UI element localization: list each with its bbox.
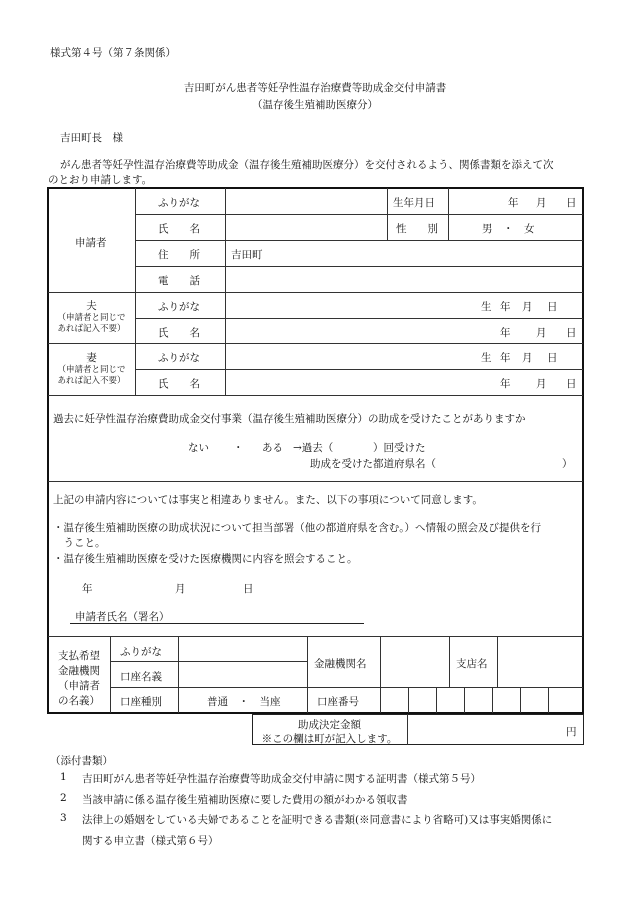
form-subtitle: （温存後生殖補助医療分）: [252, 99, 378, 111]
attachments-header: （添付書類）: [50, 755, 113, 767]
wife-month: 月: [536, 378, 547, 390]
signature-field[interactable]: [180, 604, 364, 622]
consent-date-year: 年: [82, 583, 93, 595]
consent-statement: 上記の申請内容については事実と相違ありません。また、以下の事項について同意します。: [53, 494, 483, 506]
applicant-dob-month: 月: [536, 197, 547, 209]
bank-account-number-label: 口座番号: [317, 696, 359, 708]
wife-note-line1: （申請者と同じで: [57, 365, 126, 375]
consent-item1-line1: ・温存後生殖補助医療の助成状況について担当部署（他の都道府県を含む。）へ情報の照会及び提供を行: [53, 522, 542, 534]
attachment-3-text-cont: 関する申立書（様式第６号）: [82, 835, 219, 847]
husband-name-label: 氏 名: [158, 327, 200, 339]
past-grant-question: 過去に妊孕性温存治療費助成金交付事業（温存後生殖補助医療分）の助成を受けたことがありますか: [53, 413, 526, 425]
past-grant-close-paren: ）: [562, 458, 573, 470]
attachment-1-text: 吉田町がん患者等妊孕性温存治療費等助成金交付申請に関する証明書（様式第５号）: [82, 773, 481, 785]
applicant-name-field[interactable]: [226, 215, 386, 239]
decision-amount-label: 助成決定金額: [298, 719, 361, 731]
wife-name-label: 氏 名: [158, 378, 200, 390]
applicant-address-value[interactable]: 吉田町: [231, 249, 263, 261]
past-grant-count-prefix: →過去（: [293, 442, 334, 454]
husband-year: 年: [500, 327, 511, 339]
bank-account-type-label: 口座種別: [120, 696, 162, 708]
attachment-3-number: 3: [60, 812, 67, 824]
consent-item1-line2: うこと。: [53, 537, 106, 549]
intro-text-line2: のとおり申請します。: [48, 174, 153, 186]
attachment-2-text: 当該申請に係る温存後生殖補助医療に要した費用の額がわかる領収書: [82, 794, 408, 806]
applicant-furigana-field[interactable]: [226, 189, 386, 213]
decision-amount-unit: 円: [566, 726, 577, 738]
husband-day: 日: [566, 327, 577, 339]
husband-birth-day: 日: [547, 301, 558, 313]
decision-amount-note: ※この欄は町が記入します。: [261, 733, 398, 745]
husband-note-line2: あれば記入不要）: [57, 324, 126, 334]
bank-account-name-field[interactable]: [179, 662, 306, 686]
wife-furigana-label: ふりがな: [158, 352, 200, 364]
husband-name-field[interactable]: [226, 319, 583, 342]
attachment-3-text: 法律上の婚姻をしている夫婦であることを証明できる書類(※同意書により省略可)又は事実婚関係に: [82, 814, 553, 826]
husband-birth-year: 年: [500, 301, 511, 313]
bank-branch-field[interactable]: [498, 637, 583, 686]
bank-account-name-label: 口座名義: [120, 671, 162, 683]
bank-furigana-label: ふりがな: [120, 646, 162, 658]
applicant-sex-options[interactable]: 男 ・ 女: [482, 223, 535, 235]
signature-label: 申請者氏名（署名）: [75, 611, 170, 623]
applicant-dob-year: 年: [508, 197, 519, 209]
attachment-1-number: 1: [60, 771, 67, 783]
past-grant-prefecture-field[interactable]: [440, 454, 560, 468]
applicant-section-label: 申請者: [75, 237, 107, 249]
wife-birth-year: 年: [500, 352, 511, 364]
applicant-dob-day: 日: [566, 197, 577, 209]
past-grant-yes-option[interactable]: ある: [262, 442, 283, 454]
intro-text-line1: がん患者等妊孕性温存治療費等助成金（温存後生殖補助医療分）を交付されるよう、関係書類を添えて次: [60, 159, 554, 171]
husband-label: 夫: [86, 300, 97, 312]
past-grant-separator: ・: [233, 442, 244, 454]
husband-month: 月: [536, 327, 547, 339]
applicant-phone-label: 電 話: [158, 275, 200, 287]
bank-account-type-value[interactable]: 普通 ・ 当座: [207, 696, 281, 708]
signature-line: [70, 623, 364, 624]
form-number: 様式第４号（第７条関係）: [50, 47, 176, 59]
wife-year: 年: [500, 378, 511, 390]
husband-note-line1: （申請者と同じで: [57, 313, 126, 323]
applicant-address-label: 住 所: [158, 249, 200, 261]
past-grant-count-field[interactable]: [343, 438, 371, 452]
applicant-name-label: 氏 名: [158, 223, 200, 235]
wife-name-field[interactable]: [226, 370, 583, 394]
wife-birth-day: 日: [547, 352, 558, 364]
past-grant-no-option[interactable]: ない: [188, 442, 209, 454]
applicant-phone-field[interactable]: [226, 267, 583, 291]
attachment-2-number: 2: [60, 792, 67, 804]
bank-branch-label: 支店名: [456, 658, 488, 670]
bank-section-line3: （申請者: [58, 680, 100, 692]
bank-section-line1: 支払希望: [58, 650, 100, 662]
wife-day: 日: [566, 378, 577, 390]
applicant-sex-label: 性 別: [396, 223, 438, 235]
applicant-furigana-label: ふりがな: [158, 197, 200, 209]
applicant-dob-label: 生年月日: [393, 197, 435, 209]
wife-label: 妻: [86, 352, 97, 364]
consent-item2: ・温存後生殖補助医療を受けた医療機関に内容を照会すること。: [53, 553, 358, 565]
bank-section-line4: の名義）: [58, 695, 100, 707]
husband-birth-month: 月: [522, 301, 533, 313]
husband-birth-prefix: 生: [481, 301, 492, 313]
form-title: 吉田町がん患者等妊孕性温存治療費等助成金交付申請書: [183, 82, 447, 94]
bank-furigana-field[interactable]: [179, 637, 306, 660]
wife-note-line2: あれば記入不要）: [57, 376, 126, 386]
husband-furigana-label: ふりがな: [158, 301, 200, 313]
bank-section-line2: 金融機関: [58, 665, 100, 677]
bank-institution-label: 金融機関名: [314, 658, 367, 670]
consent-date-month: 月: [175, 583, 186, 595]
wife-birth-prefix: 生: [481, 352, 492, 364]
addressee: 吉田町長 様: [60, 132, 123, 144]
consent-date-day: 日: [243, 583, 254, 595]
wife-birth-month: 月: [522, 352, 533, 364]
bank-institution-field[interactable]: [381, 637, 448, 686]
past-grant-prefecture-label: 助成を受けた都道府県名（: [310, 458, 436, 470]
bank-account-number-field[interactable]: [381, 688, 583, 713]
past-grant-count-suffix: ）回受けた: [373, 442, 426, 454]
